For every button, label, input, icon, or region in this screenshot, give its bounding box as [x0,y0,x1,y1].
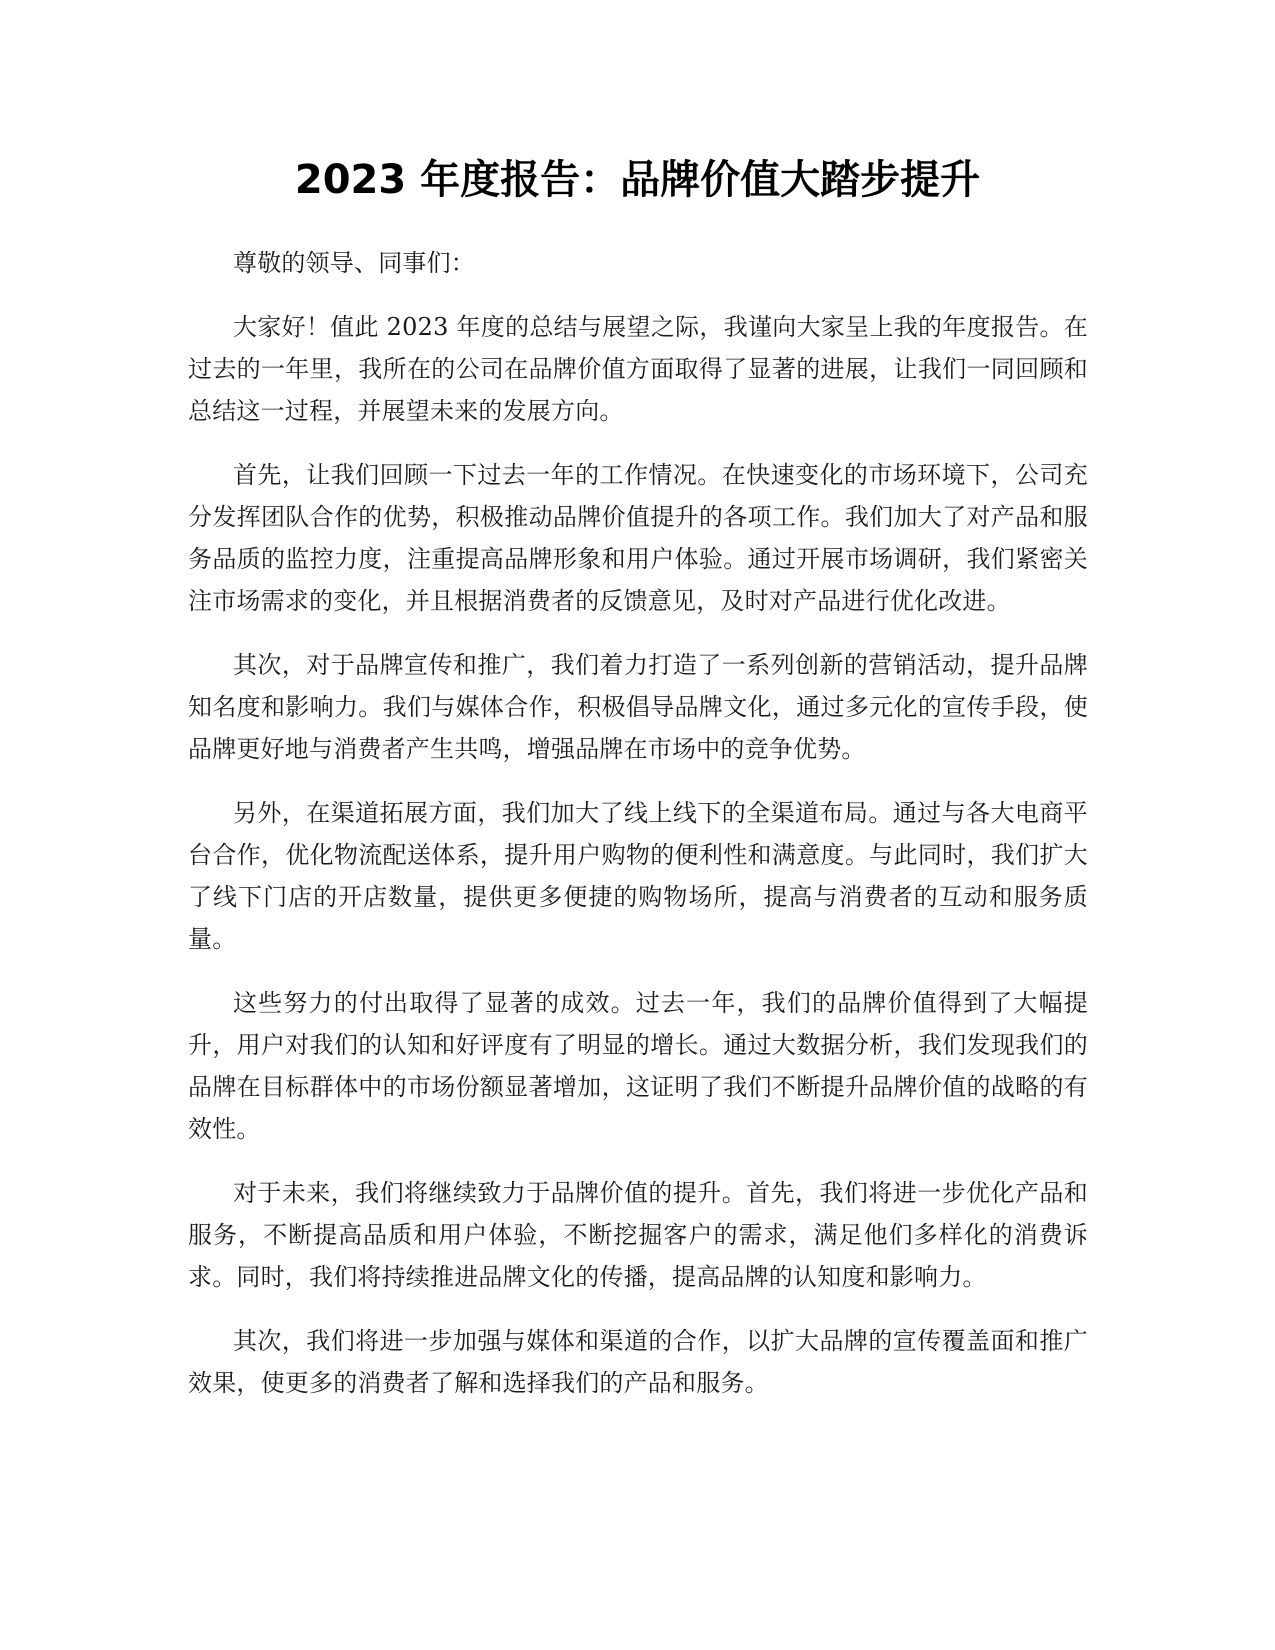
body-paragraph: 对于未来，我们将继续致力于品牌价值的提升。首先，我们将进一步优化产品和服务，不断提高品质和用户体验，不断挖掘客户的需求，满足他们多样化的消费诉求。同时，我们将持续推进品牌文化的传播，提高品牌的认知度和影响力。 [188,1179,1088,1291]
body-paragraph: 其次，对于品牌宣传和推广，我们着力打造了一系列创新的营销活动，提升品牌知名度和影响力。我们与媒体合作，积极倡导品牌文化，通过多元化的宣传手段，使品牌更好地与消费者产生共鸣，增强品牌在市场中的竞争优势。 [188,651,1088,763]
body-paragraph: 这些努力的付出取得了显著的成效。过去一年，我们的品牌价值得到了大幅提升，用户对我们的认知和好评度有了明显的增长。通过大数据分析，我们发现我们的品牌在目标群体中的市场份额显著增加，这证明了我们不断提升品牌价值的战略的有效性。 [188,989,1088,1143]
document-title: 2023 年度报告：品牌价值大踏步提升 [294,157,981,203]
body-paragraph: 其次，我们将进一步加强与媒体和渠道的合作，以扩大品牌的宣传覆盖面和推广效果，使更多的消费者了解和选择我们的产品和服务。 [188,1327,1088,1397]
document-body [188,242,1088,1426]
salutation-paragraph: 尊敬的领导、同事们： [233,249,475,277]
body-paragraph: 另外，在渠道拓展方面，我们加大了线上线下的全渠道布局。通过与各大电商平台合作，优化物流配送体系，提升用户购物的便利性和满意度。与此同时，我们扩大了线下门店的开店数量，提供更多便捷的购物场所，提高与消费者的互动和服务质量。 [188,799,1088,953]
body-paragraph: 首先，让我们回顾一下过去一年的工作情况。在快速变化的市场环境下，公司充分发挥团队合作的优势，积极推动品牌价值提升的各项工作。我们加大了对产品和服务品质的监控力度，注重提高品牌形象和用户体验。通过开展市场调研，我们紧密关注市场需求的变化，并且根据消费者的反馈意见，及时对产品进行优化改进。 [188,461,1088,615]
body-paragraph: 大家好！值此 2023 年度的总结与展望之际，我谨向大家呈上我的年度报告。在过去的一年里，我所在的公司在品牌价值方面取得了显著的进展，让我们一同回顾和总结这一过程，并展望未来的发展方向。 [188,313,1088,425]
